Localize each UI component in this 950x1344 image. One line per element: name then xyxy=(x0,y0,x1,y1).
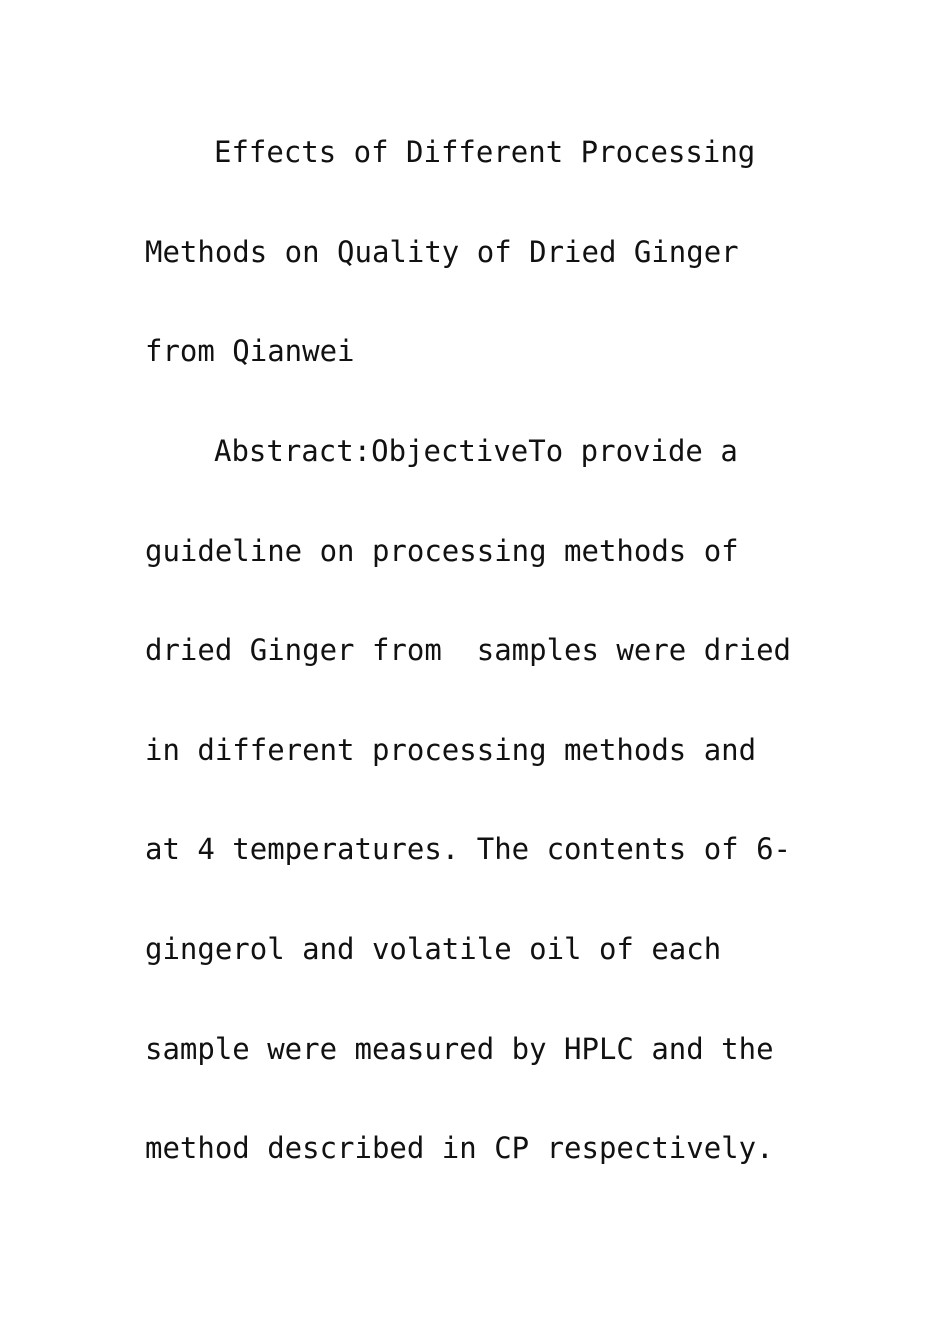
abstract-line-2: guideline on processing methods of xyxy=(145,534,739,568)
abstract-line-3: dried Ginger from samples were dried xyxy=(145,633,792,667)
abstract-line-7: sample were measured by HPLC and the xyxy=(145,1032,774,1066)
abstract-line-4: in different processing methods and xyxy=(145,733,757,767)
title-line-2: Methods on Quality of Dried Ginger xyxy=(145,235,739,269)
title-line-1: Effects of Different Processing xyxy=(214,135,756,169)
abstract-line-8: method described in CP respectively. xyxy=(145,1131,774,1165)
abstract-line-5: at 4 temperatures. The contents of 6- xyxy=(145,832,792,866)
abstract-line-6: gingerol and volatile oil of each xyxy=(145,932,722,966)
title-line-3: from Qianwei xyxy=(145,334,355,368)
abstract-line-1: Abstract:ObjectiveTo provide a xyxy=(214,434,738,468)
